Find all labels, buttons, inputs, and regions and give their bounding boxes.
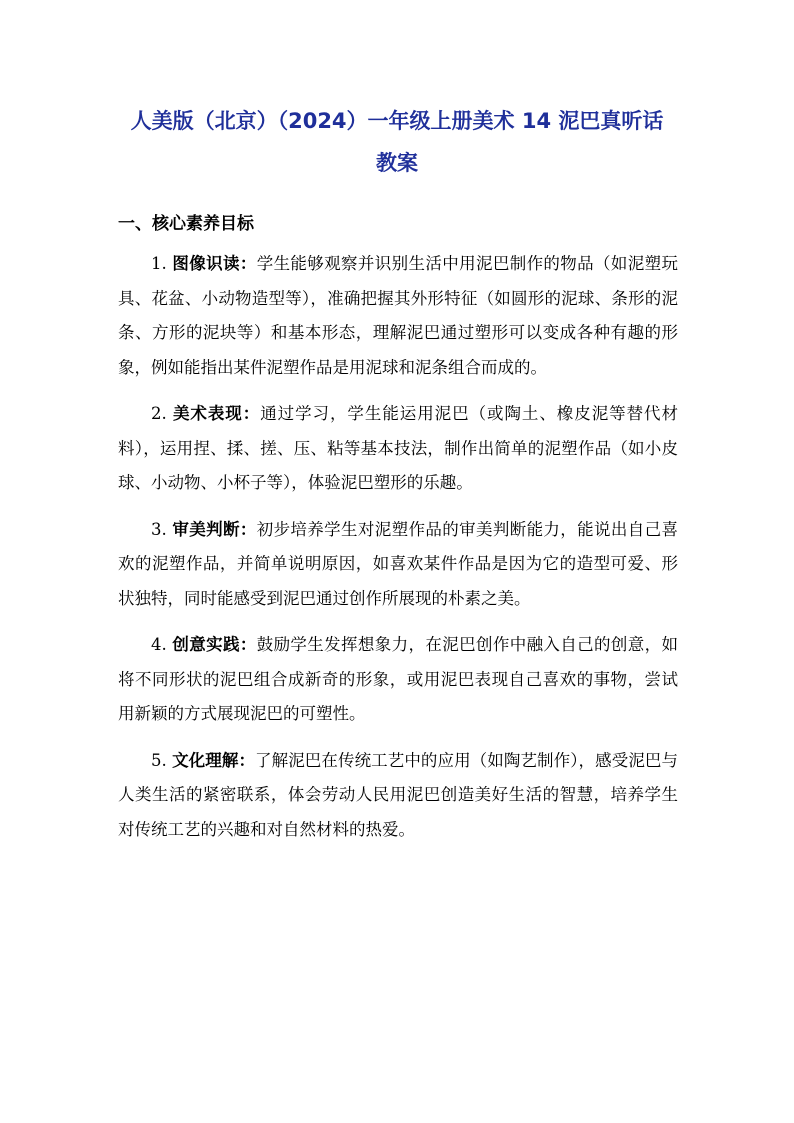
item-label: 文化理解: [172, 750, 239, 770]
item-separator: ：: [242, 404, 261, 423]
objective-item: [118, 513, 678, 617]
item-text: 鼓励学生发挥想象力，在泥巴创作中融入自己的创意，如将不同形状的泥巴组合成新奇的形象，或用泥巴表现自己喜欢的事物，尝试用新颖的方式展现泥巴的可塑性。: [118, 635, 679, 723]
item-number: 5.: [151, 750, 173, 770]
objectives-list: [118, 247, 678, 859]
document-title: [110, 100, 684, 184]
title-line-1: 人美版（北京）（2024）一年级上册美术 14 泥巴真听话: [130, 109, 664, 133]
item-separator: ：: [239, 519, 257, 539]
objective-item: [118, 247, 678, 385]
item-text: 学生能够观察并识别生活中用泥巴制作的物品（如泥塑玩具、花盆、小动物造型等），准确把握其外形特征（如圆形的泥球、条形的泥条、方形的泥块等）和基本形态，理解泥巴通过塑形可以变成各种有趣的形象，例如能指出某件泥塑作品是用泥球和泥条组合而成的。: [118, 254, 679, 377]
item-number: 1.: [151, 254, 173, 273]
objective-item: [118, 628, 678, 732]
objective-item: [118, 744, 678, 848]
item-label: 创意实践: [172, 635, 240, 654]
section-heading: 一、核心素养目标: [118, 214, 254, 234]
item-number: 4.: [151, 635, 173, 654]
item-separator: ：: [239, 254, 257, 273]
objective-item: [118, 397, 678, 501]
item-text: 初步培养学生对泥塑作品的审美判断能力，能说出自己喜欢的泥塑作品，并简单说明原因，如喜欢某件作品是因为它的造型可爱、形状独特，同时能感受到泥巴通过创作所展现的朴素之美。: [118, 519, 679, 608]
item-number: 3.: [151, 519, 173, 539]
item-text: 了解泥巴在传统工艺中的应用（如陶艺制作），感受泥巴与人类生活的紧密联系，体会劳动人民用泥巴创造美好生活的智慧，培养学生对传统工艺的兴趣和对自然材料的热爱。: [118, 750, 678, 839]
item-label: 审美判断: [172, 519, 240, 539]
item-separator: ：: [239, 635, 257, 654]
item-label: 图像识读: [172, 254, 240, 273]
item-label: 美术表现: [172, 404, 243, 423]
item-separator: ：: [238, 750, 256, 770]
item-text: 通过学习，学生能运用泥巴（或陶土、橡皮泥等替代材料），运用捏、揉、搓、压、粘等基本技法，制作出简单的泥塑作品（如小皮球、小动物、小杯子等），体验泥巴塑形的乐趣。: [118, 404, 678, 492]
item-number: 2.: [151, 404, 173, 423]
title-line-2: 教案: [376, 151, 418, 175]
